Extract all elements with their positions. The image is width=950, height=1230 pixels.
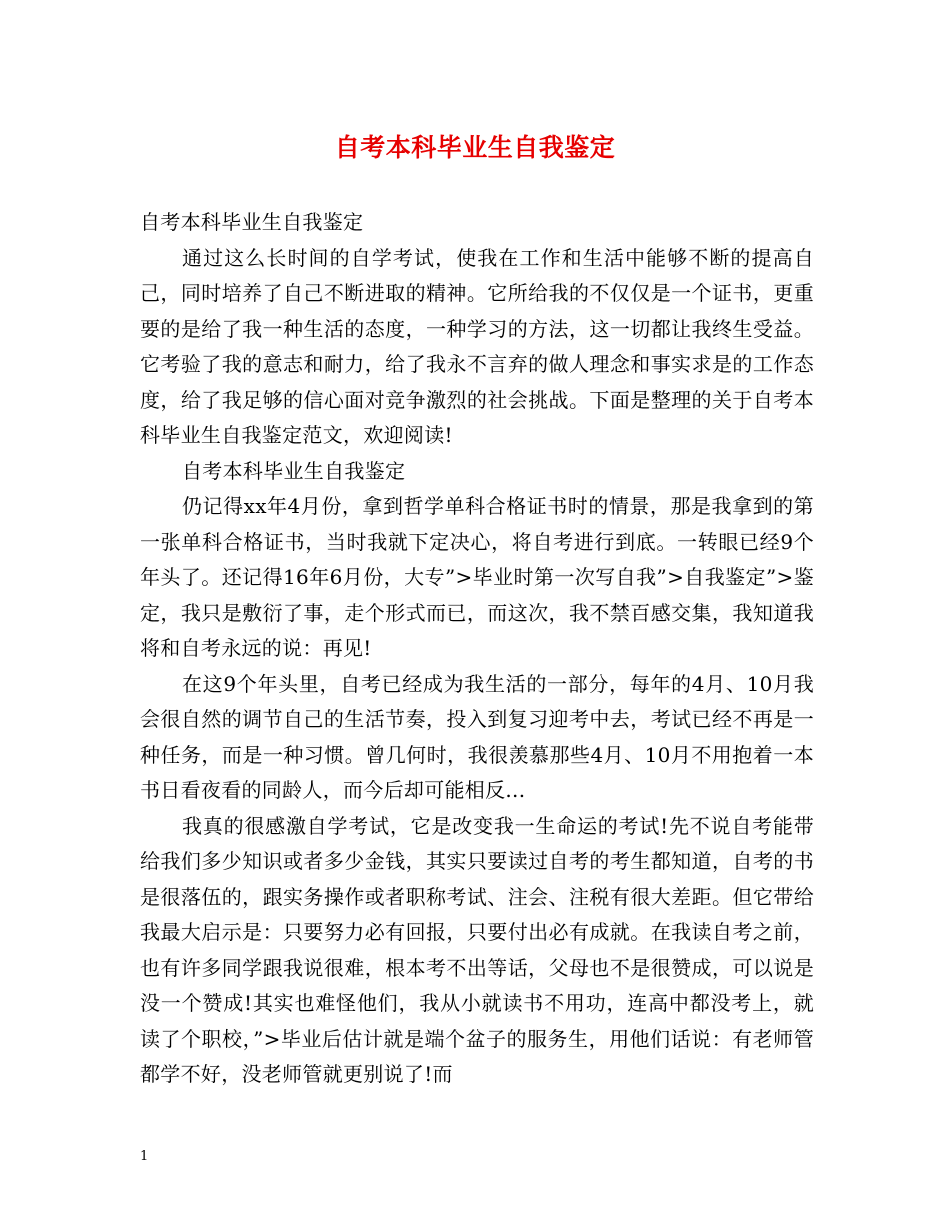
body-paragraph: 我真的很感激自学考试，它是改变我一生命运的考试!先不说自考能带给我们多少知识或者多少金钱，其实只要读过自考的考生都知道，自考的书是很落伍的，跟实务操作或者职称考试、注会、注税有很大差距。但它带给我最大启示是：只要努力必有回报，只要付出必有成就。在我读自考之前，也有许多同学跟我说很难，根本考不出等话，父母也不是很赞成，可以说是没一个赞成!其实也难怪他们，我从小就读书不用功，连高中都没考上，就读了个职校，”>毕业后估计就是端个盆子的服务生，用他们话说：有老师管都学不好，没老师管就更别说了!而 xyxy=(140,813,814,1086)
page-title: 自考本科毕业生自我鉴定 xyxy=(334,133,616,162)
page-number: 1 xyxy=(140,1149,149,1164)
document-body xyxy=(140,205,814,1093)
intro-paragraph: 通过这么长时间的自学考试，使我在工作和生活中能够不断的提高自己，同时培养了自己不断进取的精神。它所给我的不仅仅是一个证书，更重要的是给了我一种生活的态度，一种学习的方法，这一切都让我终生受益。它考验了我的意志和耐力，给了我永不言弃的做人理念和事实求是的工作态度，给了我足够的信心面对竞争激烈的社会挑战。下面是整理的关于自考本科毕业生自我鉴定范文，欢迎阅读! xyxy=(140,245,814,447)
body-paragraph: 在这9个年头里，自考已经成为我生活的一部分，每年的4月、10月我会很自然的调节自己的生活节奏，投入到复习迎考中去，考试已经不再是一种任务，而是一种习惯。曾几何时，我很羡慕那些4月、10月不用抱着一本书日看夜看的同龄人，而今后却可能相反... xyxy=(140,671,814,802)
subtitle-paragraph: 自考本科毕业生自我鉴定 xyxy=(140,210,364,234)
body-paragraph: 仍记得xx年4月份，拿到哲学单科合格证书时的情景，那是我拿到的第一张单科合格证书，当时我就下定决心，将自考进行到底。一转眼已经9个年头了。还记得16年6月份，大专”>毕业时第一次写自我”>自我鉴定”>鉴定，我只是敷衍了事，走个形式而已，而这次，我不禁百感交集，我知道我将和自考永远的说：再见! xyxy=(140,494,814,660)
section-heading-paragraph: 自考本科毕业生自我鉴定 xyxy=(182,458,406,483)
